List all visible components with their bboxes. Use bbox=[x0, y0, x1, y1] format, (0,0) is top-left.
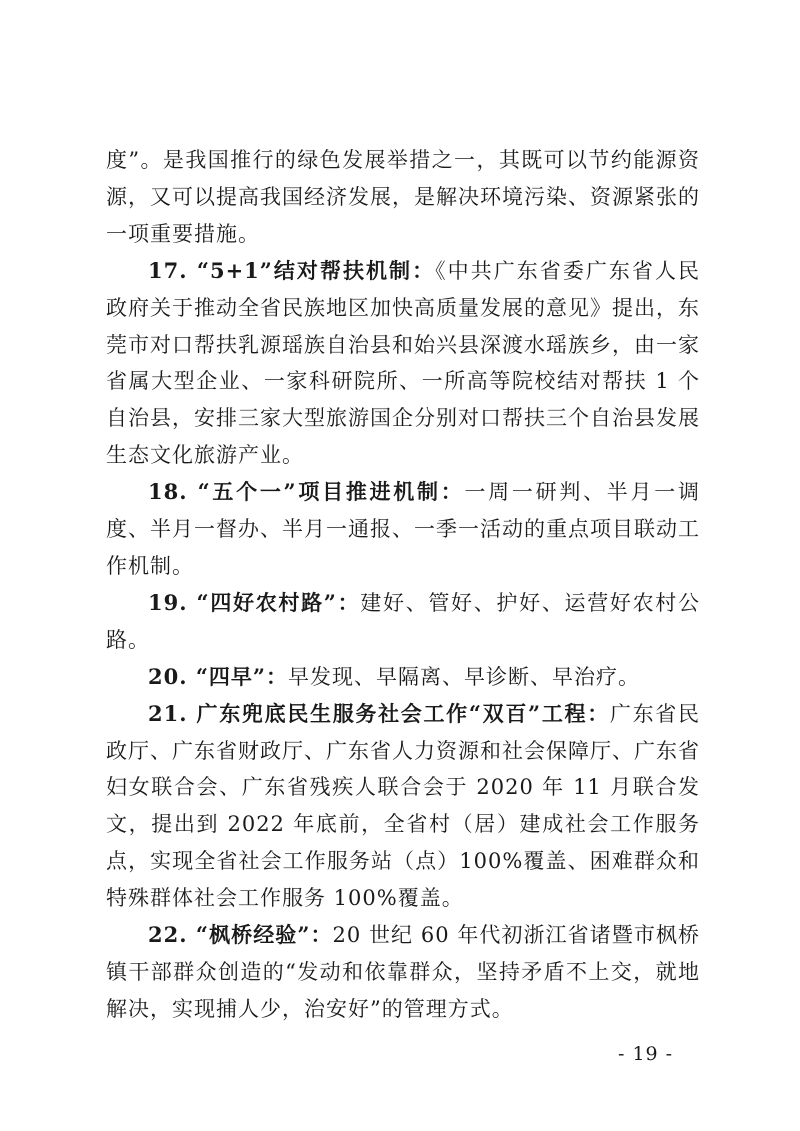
paragraph-text: 度”。是我国推行的绿色发展举措之一，其既可以节约能源资源，又可以提高我国经济发展，是解决环境污染、资源紧张的一项重要措施。 bbox=[106, 148, 700, 246]
paragraph-text: 早发现、早隔离、早诊断、早治疗。 bbox=[288, 664, 641, 689]
paragraph-continuation bbox=[106, 142, 700, 253]
paragraph-text: 《中共广东省委广东省人民政府关于推动全省民族地区加快高质量发展的意见》提出，东莞市对口帮扶乳源瑶族自治县和始兴县深渡水瑶族乡，由一家省属大型企业、一家科研院所、一所高等院校结对帮扶 1 个自治县，安排三家大型旅游国企分别对口帮扶三个自治县发展生态文化旅游产业。 bbox=[106, 258, 700, 468]
paragraph-text: 一周一研判、半月一调度、半月一督办、半月一通报、一季一活动的重点项目联动工作机制。 bbox=[106, 480, 700, 578]
paragraph-item-17 bbox=[106, 253, 700, 474]
paragraph-item-22 bbox=[106, 917, 700, 1028]
paragraph-text: 建好、管好、护好、运营好农村公路。 bbox=[106, 590, 700, 652]
term-heading: 22. “枫桥经验”： bbox=[148, 922, 333, 948]
term-heading: 18. “五个一”项目推进机制： bbox=[148, 479, 465, 505]
term-heading: 21. 广东兜底民生服务社会工作“双百”工程： bbox=[148, 700, 610, 726]
paragraph-item-19 bbox=[106, 585, 700, 659]
document-body bbox=[106, 142, 700, 1028]
page-number: - 19 - bbox=[618, 1043, 674, 1065]
paragraph-item-20 bbox=[106, 659, 700, 696]
paragraph-item-18 bbox=[106, 474, 700, 585]
term-heading: 20. “四早”： bbox=[148, 663, 289, 689]
term-heading: 17. “5+1”结对帮扶机制： bbox=[148, 257, 436, 283]
paragraph-text: 20 世纪 60 年代初浙江省诸暨市枫桥镇干部群众创造的“发动和依靠群众，坚持矛盾不上交，就地解决，实现捕人少，治安好”的管理方式。 bbox=[106, 923, 700, 1021]
paragraph-item-21 bbox=[106, 696, 700, 917]
term-heading: 19. “四好农村路”： bbox=[148, 589, 361, 615]
paragraph-text: 广东省民政厅、广东省财政厅、广东省人力资源和社会保障厅、广东省妇女联合会、广东省残疾人联合会于 2020 年 11 月联合发文，提出到 2022 年底前，全省村（居）建成社会工作服务点，实现全省社会工作服务站（点）100%覆盖、困难群众和特殊群体社会工作服务 100%覆盖。 bbox=[106, 701, 700, 911]
